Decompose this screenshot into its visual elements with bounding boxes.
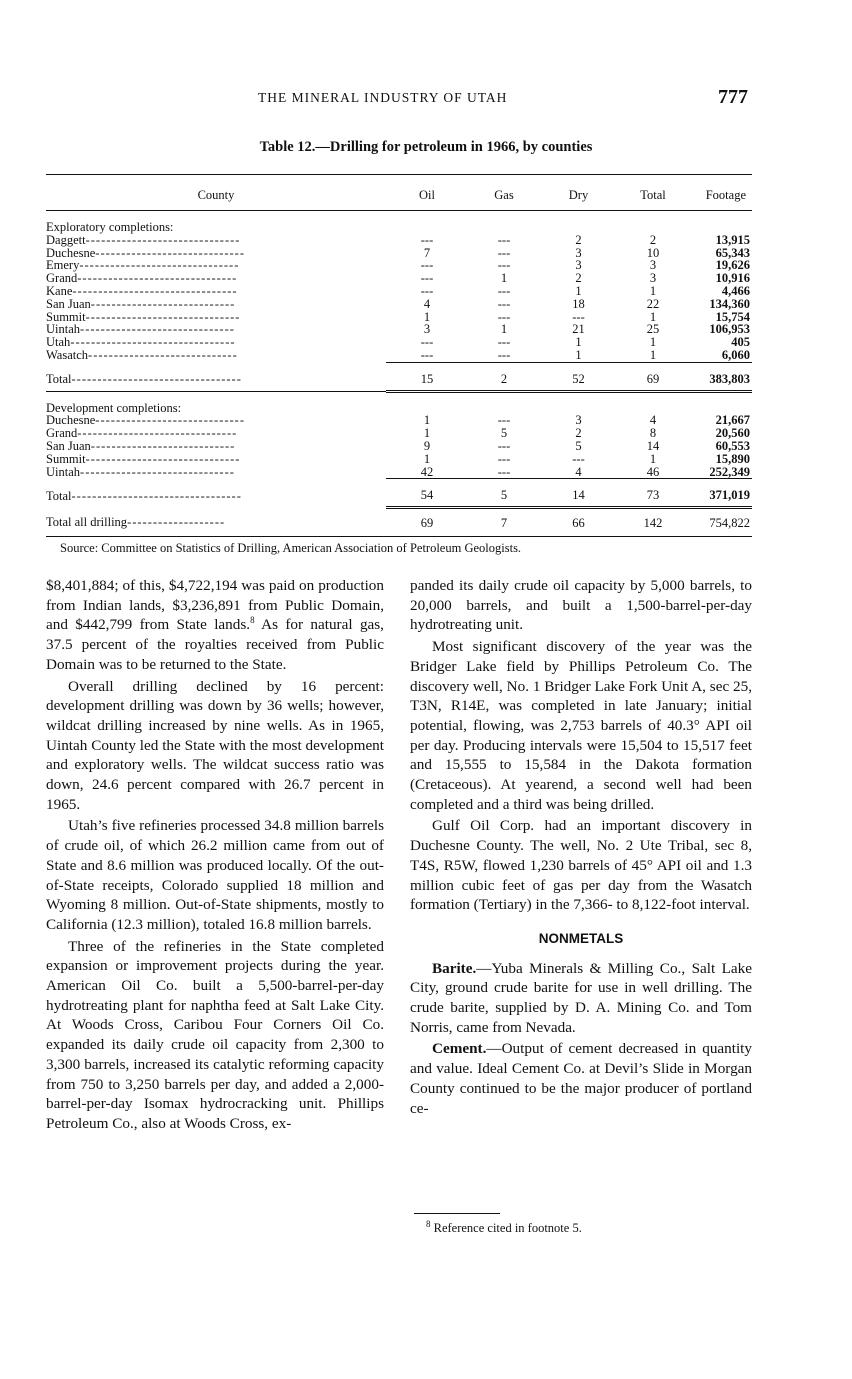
gas-cell: --- — [497, 347, 511, 362]
paragraph-text: —Yuba Minerals & Milling Co., Salt Lake City, ground crude barite for use in well drilling. The crude barite, supplied by D. A. Mining Co. and Tom Norris, came from Nevada. — [410, 959, 752, 1036]
county-name: Grand — [46, 271, 78, 286]
oil-cell: --- — [420, 258, 434, 273]
col-header-gas: Gas — [468, 175, 540, 211]
dry-cell: 5 — [575, 438, 582, 453]
table-row — [46, 453, 752, 466]
county-name: Wasatch — [46, 348, 89, 363]
table-title: Table 12.—Drilling for petroleum in 1966, by counties — [259, 139, 593, 155]
county-name: Summit — [46, 451, 86, 466]
total-cell: 73 — [617, 479, 689, 508]
gas-cell: --- — [497, 335, 511, 350]
paragraph: Most significant discovery of the year was the Bridger Lake field by Phillips Petroleum Co. The discovery well, No. 1 Bridger Lake Fork Unit A, sec 25, T3N, R14E, was completed in late January; initial potential, flowing, was 2,753 barrels of 40.3° API oil per day. Producing intervals were 15,504 to 15,517 feet and 15,555 to 15,584 in the Dakota formation (Cretaceous). At yearend, a second well had been completed and a third was being drilled. — [410, 638, 752, 813]
total-row-exploratory — [46, 362, 752, 391]
county-cell: Duchesne----------------------------- — [46, 413, 246, 428]
paragraph: Utah’s five refineries processed 34.8 million barrels of crude oil, of which 26.2 million came from out of State and 8.6 million was produced locally. Of the out-of-State receipts, Colorado supplied 18 million and Wyoming 8 million. Out-of-State shipments, mostly to California (12.3 million), totaled 16.8 million barrels. — [46, 817, 384, 933]
footage-cell: 754,822 — [689, 508, 752, 537]
oil-cell: 1 — [423, 413, 431, 428]
running-title: THE MINERAL INDUSTRY OF UTAH — [258, 90, 508, 105]
gas-cell: --- — [497, 232, 511, 247]
county-name: Uintah — [46, 322, 81, 337]
total-cell: 1 — [649, 335, 657, 350]
oil-cell: 1 — [423, 426, 431, 441]
section-heading: NONMETALS — [538, 930, 624, 946]
total-cell: 3 — [649, 258, 657, 273]
dry-cell: 2 — [575, 271, 582, 286]
footage-cell: 6,060 — [721, 347, 750, 362]
gas-cell: --- — [497, 413, 511, 428]
county-name: Utah — [46, 335, 71, 350]
dry-cell: 1 — [575, 335, 582, 350]
oil-cell: 9 — [423, 438, 431, 453]
county-name: Grand — [46, 426, 78, 441]
dry-cell: 2 — [575, 426, 582, 441]
total-cell: 4 — [649, 413, 657, 428]
gas-cell: 1 — [500, 271, 508, 286]
oil-cell: 42 — [420, 464, 434, 479]
county-cell: Duchesne----------------------------- — [46, 245, 246, 260]
county-cell: Grand------------------------------- — [46, 426, 238, 441]
dry-cell: 21 — [572, 322, 585, 337]
dry-cell: --- — [572, 309, 585, 324]
county-cell: Uintah------------------------------ — [46, 464, 235, 479]
county-name: Emery — [46, 258, 80, 273]
gas-cell: 1 — [500, 322, 508, 337]
col-header-county: County — [46, 175, 386, 211]
drilling-table-wrap — [46, 174, 752, 537]
county-cell: Kane-------------------------------- — [46, 283, 238, 298]
dry-cell: 3 — [575, 413, 582, 428]
footage-cell: 15,754 — [715, 309, 750, 324]
county-cell: Grand------------------------------- — [46, 271, 238, 286]
grand-total-label: Total all drilling — [46, 515, 128, 530]
total-label: Total — [46, 488, 72, 503]
gas-cell: 2 — [468, 362, 540, 391]
run-in-heading: Barite. — [432, 959, 477, 977]
oil-cell: 54 — [386, 479, 468, 508]
county-cell: Daggett------------------------------ — [46, 232, 241, 247]
total-cell: 1 — [649, 283, 657, 298]
footage-cell: 10,916 — [715, 271, 750, 286]
paragraph: Overall drilling declined by 16 percent: development drilling was down by 36 wells; however, wildcat drilling increased by nine wells. As in 1965, Uintah County led the State with the most development and exploratory wells. The wildcat success ratio was down, 24.6 percent compared with 26.7 percent in 1965. — [46, 677, 384, 813]
gas-cell: --- — [497, 309, 511, 324]
county-cell: Uintah------------------------------ — [46, 322, 235, 337]
footage-cell: 20,560 — [715, 426, 750, 441]
county-name: Uintah — [46, 464, 81, 479]
dry-cell: --- — [572, 451, 585, 466]
footage-cell: 383,803 — [689, 362, 752, 391]
footage-cell: 65,343 — [715, 245, 750, 260]
county-name: Duchesne — [46, 245, 96, 260]
footnote-marker: 8 — [426, 1218, 431, 1229]
table-source-note: Source: Committee on Statistics of Drilling, American Association of Petroleum Geologists. — [60, 541, 522, 555]
col-header-oil: Oil — [386, 175, 468, 211]
oil-cell: 7 — [423, 245, 431, 260]
gas-cell: 7 — [468, 508, 540, 537]
oil-cell: 4 — [423, 296, 431, 311]
footnote-text: Reference cited in footnote 5. — [430, 1221, 582, 1235]
paragraph-text: —Output of cement decreased in quantity and value. Ideal Cement Co. at Devil’s Slide in Morgan County continued to be the major producer of portland ce- — [410, 1040, 752, 1117]
table-row — [46, 336, 752, 349]
total-label-cell: Total--------------------------------- — [46, 488, 242, 503]
county-name: Kane — [46, 283, 73, 298]
footage-cell: 13,915 — [715, 232, 750, 247]
total-cell: 3 — [649, 271, 657, 286]
total-label-cell: Total--------------------------------- — [46, 372, 242, 387]
gas-cell: --- — [497, 451, 511, 466]
gas-cell: --- — [497, 438, 511, 453]
paragraph-text: $8,401,884; of this, $4,722,194 was paid on production from Indian lands, $3,236,891 from Public Domain, and $442,799 from State lands. — [46, 577, 384, 634]
grand-total-row — [46, 508, 752, 537]
county-cell: Wasatch----------------------------- — [46, 348, 238, 363]
gas-cell: 5 — [468, 479, 540, 508]
col-header-total: Total — [617, 175, 689, 211]
total-cell: 46 — [646, 464, 660, 479]
table-row — [46, 349, 752, 362]
paragraph — [46, 576, 384, 675]
footnote-rule — [414, 1213, 500, 1214]
dry-cell: 1 — [575, 347, 582, 362]
total-cell: 142 — [617, 508, 689, 537]
dry-cell: 18 — [572, 296, 585, 311]
footnote — [426, 1218, 582, 1236]
dry-cell: 52 — [540, 362, 617, 391]
total-cell: 10 — [646, 245, 660, 260]
run-in-heading: Cement. — [432, 1040, 487, 1058]
table-row — [46, 466, 752, 479]
county-cell: Summit------------------------------ — [46, 309, 241, 324]
oil-cell: 3 — [423, 322, 431, 337]
footage-cell: 21,667 — [715, 413, 750, 428]
gas-cell: 5 — [500, 426, 508, 441]
county-cell: Summit------------------------------ — [46, 451, 241, 466]
county-name: San Juan — [46, 296, 91, 311]
section-row-development — [46, 391, 752, 414]
total-cell: 1 — [649, 451, 657, 466]
oil-cell: --- — [420, 335, 434, 350]
total-cell: 1 — [649, 309, 657, 324]
dry-cell: 3 — [575, 245, 582, 260]
paragraph: Gulf Oil Corp. had an important discovery in Duchesne County. The well, No. 2 Ute Tribal, sec 8, T4S, R5W, flowed 1,230 barrels of 45° API oil and 1.3 million cubic feet of gas per day from the Wasatch formation (Tertiary) in the 7,366- to 8,122-foot interval. — [410, 817, 752, 914]
col-header-dry: Dry — [540, 175, 617, 211]
gas-cell: --- — [497, 245, 511, 260]
paragraph-text: As for natural gas, 37.5 percent of the royalties received from Public Domain was to be returned to the State. — [46, 616, 384, 673]
total-row-development — [46, 479, 752, 508]
section-label: Development completions: — [46, 391, 386, 414]
oil-cell: 69 — [386, 508, 468, 537]
footage-cell: 19,626 — [715, 258, 750, 273]
oil-cell: --- — [420, 232, 434, 247]
gas-cell: --- — [497, 258, 511, 273]
county-name: San Juan — [46, 438, 91, 453]
drilling-table — [46, 174, 752, 537]
grand-total-label-cell: Total all drilling------------------- — [46, 508, 386, 537]
oil-cell: --- — [420, 347, 434, 362]
footnote-marker: 8 — [250, 615, 255, 626]
county-cell: San Juan---------------------------- — [46, 438, 236, 453]
footage-cell: 15,890 — [715, 451, 750, 466]
footage-cell: 4,466 — [721, 283, 750, 298]
county-name: Summit — [46, 309, 86, 324]
paragraph: Three of the refineries in the State completed expansion or improvement projects during the year. American Oil Co. built a 5,500-barrel-per-day hydrotreating plant for naphtha feed at Salt Lake City. At Woods Cross, Caribou Four Corners Oil Co. expanded its daily crude oil capacity from 2,300 to 3,300 barrels, increased its catalytic reforming capacity from 750 to 3,250 barrels per day, and added a 2,000-barrel-per-day Isomax hydrocracking unit. Phillips Petroleum Co., also at Woods Cross, ex- — [46, 937, 384, 1132]
total-cell: 25 — [646, 322, 660, 337]
footage-cell: 252,349 — [709, 464, 750, 479]
county-cell: San Juan---------------------------- — [46, 296, 236, 311]
county-name: Daggett — [46, 232, 86, 247]
oil-cell: --- — [420, 271, 434, 286]
left-column — [46, 576, 384, 1136]
section-row-exploratory — [46, 211, 752, 234]
footage-cell: 371,019 — [689, 479, 752, 508]
gas-cell: --- — [497, 283, 511, 298]
dry-cell: 2 — [575, 232, 582, 247]
col-header-footage: Footage — [689, 175, 752, 211]
oil-cell: 1 — [423, 309, 431, 324]
dry-cell: 1 — [575, 283, 582, 298]
paragraph — [410, 959, 752, 1038]
gas-cell: --- — [497, 296, 511, 311]
total-cell: 2 — [649, 232, 657, 247]
total-label: Total — [46, 372, 72, 387]
footage-cell: 60,553 — [715, 438, 750, 453]
total-cell: 14 — [646, 438, 660, 453]
total-cell: 1 — [649, 347, 657, 362]
table-header-row — [46, 175, 752, 211]
footage-cell: 405 — [731, 335, 750, 350]
right-column — [410, 576, 752, 1120]
dry-cell: 14 — [540, 479, 617, 508]
page-number: 777 — [718, 86, 748, 108]
dry-cell: 66 — [540, 508, 617, 537]
county-cell: Emery------------------------------- — [46, 258, 240, 273]
running-head — [0, 88, 852, 112]
total-cell: 69 — [617, 362, 689, 391]
dry-cell: 3 — [575, 258, 582, 273]
oil-cell: 1 — [423, 451, 431, 466]
footage-cell: 106,953 — [709, 322, 750, 337]
total-cell: 22 — [646, 296, 660, 311]
oil-cell: 15 — [386, 362, 468, 391]
total-cell: 8 — [649, 426, 657, 441]
footage-cell: 134,360 — [709, 296, 750, 311]
oil-cell: --- — [420, 283, 434, 298]
paragraph: panded its daily crude oil capacity by 5,000 barrels, to 20,000 barrels, and built a 1,500-barrel-per-day hydrotreating unit. — [410, 577, 752, 634]
county-name: Duchesne — [46, 413, 96, 428]
section-label: Exploratory completions: — [46, 220, 174, 234]
gas-cell: --- — [497, 464, 511, 479]
dry-cell: 4 — [575, 464, 582, 479]
county-cell: Utah-------------------------------- — [46, 335, 236, 350]
paragraph — [410, 1039, 752, 1118]
